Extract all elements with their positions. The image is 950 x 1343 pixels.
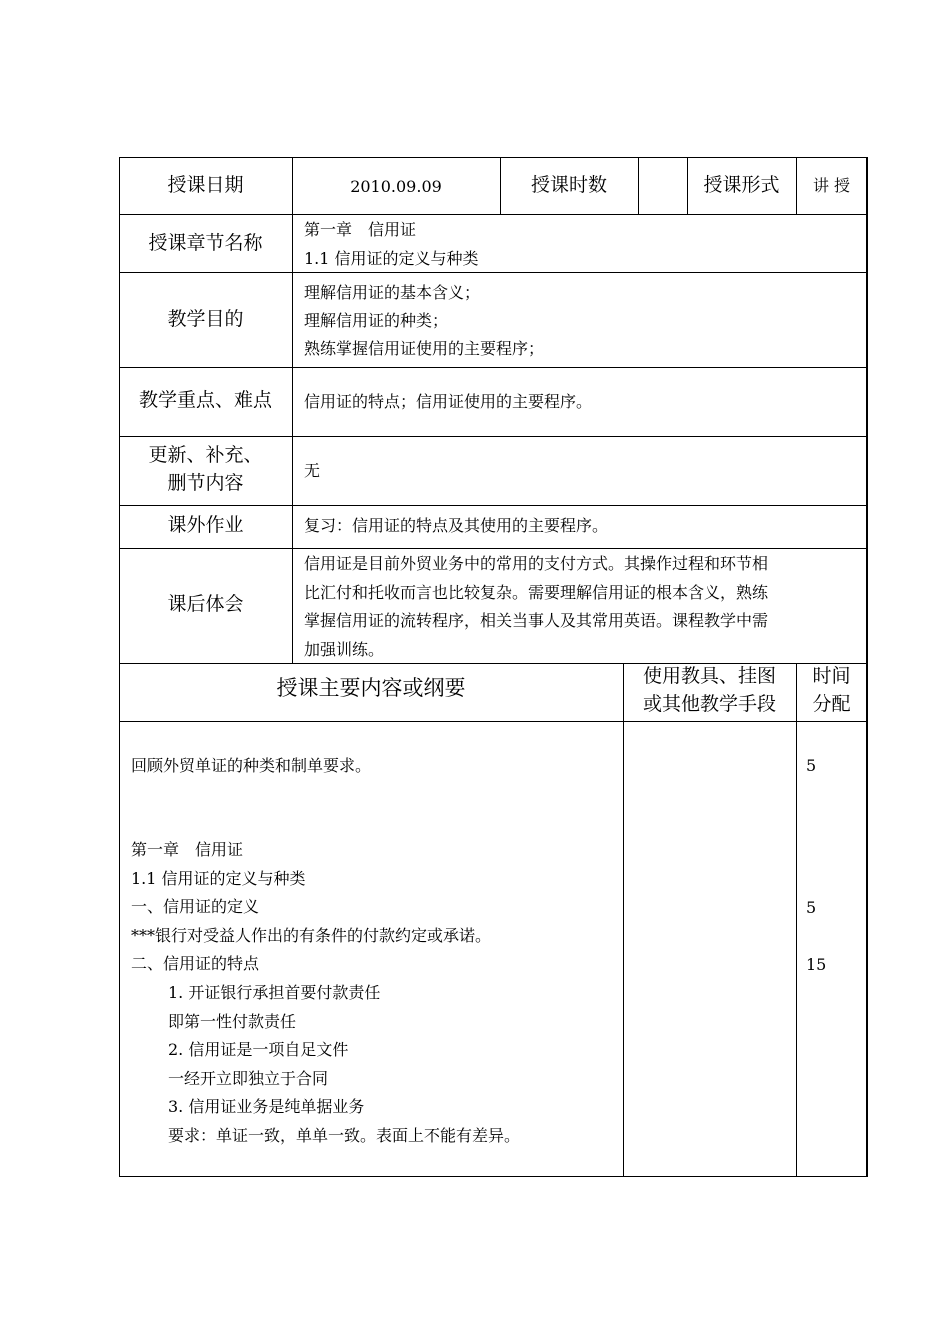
outline-line: ***银行对受益人作出的有条件的付款约定或承诺。	[131, 925, 492, 945]
row-divider	[119, 367, 867, 368]
outline-line: 即第一性付款责任	[168, 1011, 297, 1031]
focus-value: 信用证的特点；信用证使用的主要程序。	[304, 392, 593, 411]
update-value: 无	[304, 461, 321, 480]
outline-line: 2. 信用证是一项自足文件	[168, 1040, 349, 1060]
outline-main-header: 授课主要内容或纲要	[276, 676, 466, 700]
col-divider	[796, 663, 797, 1177]
review-time: 5	[806, 756, 817, 775]
outline-line: 3. 信用证业务是纯单据业务	[168, 1097, 365, 1117]
outline-line: 二、信用证的特点	[131, 954, 260, 974]
outline-body	[131, 836, 520, 1151]
chapter-line: 第一章 信用证	[304, 220, 417, 239]
outline-line: 一经开立即独立于合同	[168, 1068, 329, 1088]
form-value: 讲 授	[812, 176, 851, 195]
row-divider	[119, 721, 867, 722]
reflection-line: 比汇付和托收而言也比较复杂。需要理解信用证的根本含义，熟练	[304, 582, 769, 602]
goal-item: 理解信用证的基本含义；	[304, 283, 481, 302]
col-divider	[638, 157, 639, 214]
chapter-label: 授课章节名称	[148, 232, 263, 254]
homework-value: 复习：信用证的特点及其使用的主要程序。	[304, 516, 609, 535]
outline-line: 1. 开证银行承担首要付款责任	[168, 982, 381, 1002]
review-text: 回顾外贸单证的种类和制单要求。	[131, 756, 372, 775]
chapter-line: 1.1 信用证的定义与种类	[304, 249, 479, 268]
row-divider	[119, 505, 867, 506]
row-divider	[119, 272, 867, 273]
goals-label: 教学目的	[167, 308, 244, 330]
reflection-line: 掌握信用证的流转程序，相关当事人及其常用英语。课程教学中需	[304, 611, 769, 630]
update-label-line1: 更新、补充、	[148, 444, 263, 466]
form-label: 授课形式	[703, 174, 780, 196]
homework-label: 课外作业	[167, 514, 244, 536]
outline-line: 一、信用证的定义	[131, 897, 260, 917]
focus-label: 教学重点、难点	[138, 389, 272, 411]
update-label-line2: 删节内容	[167, 472, 244, 494]
reflection-text	[304, 550, 768, 664]
definition-time: 5	[806, 898, 817, 917]
outline-line: 1.1 信用证的定义与种类	[131, 868, 306, 888]
tools-header-line2: 或其他教学手段	[642, 693, 776, 715]
time-header-line2: 分配	[812, 693, 851, 715]
outline-line: 第一章 信用证	[131, 840, 244, 859]
row-divider	[119, 548, 867, 549]
reflection-line: 信用证是目前外贸业务中的常用的支付方式。其操作过程和环节相	[304, 554, 769, 573]
col-divider	[292, 157, 293, 663]
reflection-label: 课后体会	[167, 593, 244, 615]
row-divider	[119, 436, 867, 437]
col-divider	[623, 663, 624, 1177]
tools-header-line1: 使用教具、挂图	[642, 665, 776, 687]
reflection-line: 加强训练。	[304, 639, 385, 659]
row-divider	[119, 214, 867, 215]
goal-item: 理解信用证的种类；	[304, 311, 449, 330]
features-time: 15	[806, 955, 827, 974]
goal-item: 熟练掌握信用证使用的主要程序；	[304, 339, 545, 358]
time-header-line1: 时间	[812, 665, 851, 687]
date-label: 授课日期	[167, 174, 244, 196]
outline-line: 要求：单证一致，单单一致。表面上不能有差异。	[168, 1125, 521, 1145]
date-value: 2010.09.09	[350, 177, 442, 196]
hours-label: 授课时数	[530, 174, 607, 196]
